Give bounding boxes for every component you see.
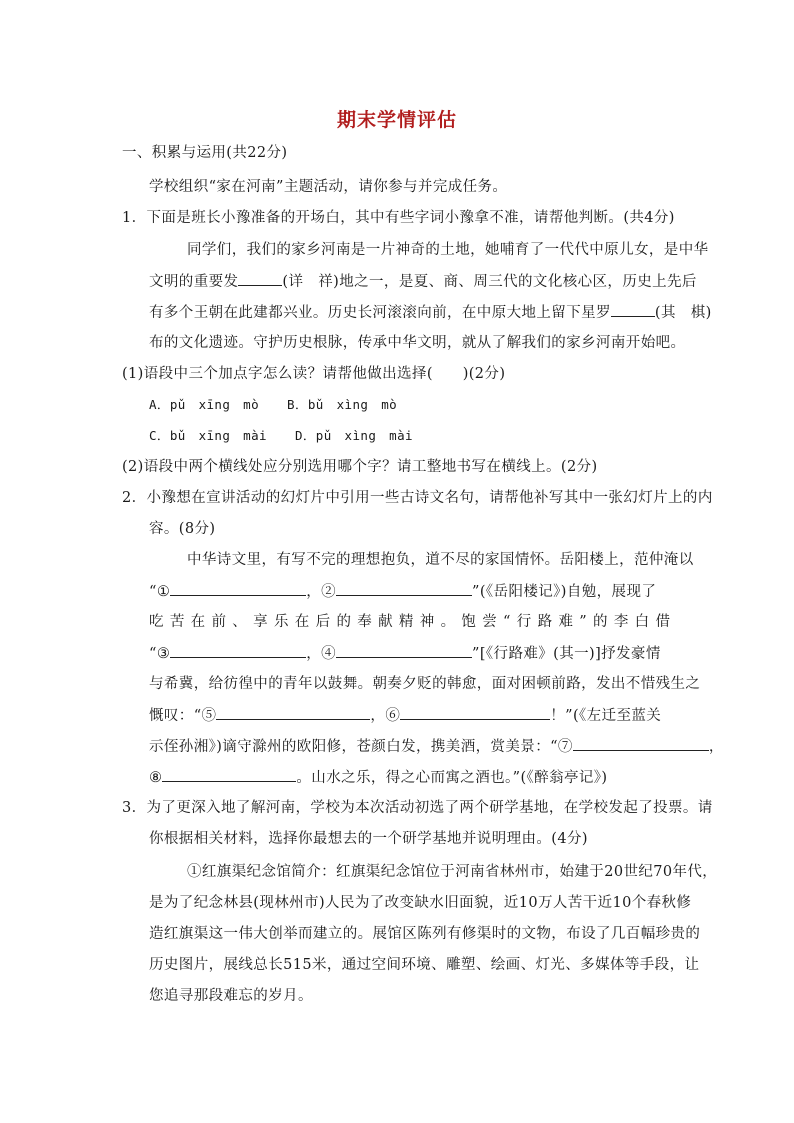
q2-text: ”[《行路难》(其一)]抒发豪情 [472,646,661,662]
blank-1[interactable] [170,581,306,596]
q2-text: 。山水之乐，得之心而寓之酒也。”(《醉翁亭记》) [296,770,608,786]
blank-8[interactable] [162,767,296,782]
q3-stem: 3．为了更深入地了解河南，学校为本次活动初选了两个研学基地，在学校发起了投票。请 [122,800,713,816]
blank-4[interactable] [336,643,472,658]
option-d[interactable]: D．pǔ xìng mài [294,428,413,443]
q2-text: ，④ [306,646,337,662]
section-intro: 学校组织“家在河南”主题活动，请你参与并完成任务。 [149,179,508,195]
q2-text: ， [708,739,724,755]
blank-7[interactable] [573,736,709,751]
q1-options-row [149,395,425,415]
q2-text: ”(《岳阳楼记》)自勉，展现了 [472,584,657,600]
q2-text: 慨叹：“⑤ [149,708,217,724]
q2-para-line [149,736,724,757]
q2-para-line: 中华诗文里，有写不完的理想抱负，道不尽的家国情怀。岳阳楼上，范仲淹以 [187,552,694,568]
q1-options-row [149,426,441,446]
q1-para-line [149,302,712,323]
q1-text: (详 祥)地之一，是夏、商、周三代的文化核心区，历史上先后 [282,274,697,290]
section-heading: 一、积累与运用(共22分) [122,145,288,161]
q1-blank-2[interactable] [611,302,655,317]
q1-para-line: 布的文化遗迹。守护历史根脉，传承中华文明，就从了解我们的家乡河南开始吧。 [149,335,686,351]
q2-para-line: 与希冀，给彷徨中的青年以鼓舞。朝奏夕贬的韩愈，面对困顿前路，发出不惜残生之 [149,676,701,692]
q3-para-line: 造红旗渠这一伟大创举而建立的。展馆区陈列有修渠时的文物，布设了几百幅珍贵的 [149,926,701,942]
q2-para-line [149,581,656,602]
q1-text: 有多个王朝在此建都兴业。历史长河滚滚向前，在中原大地上留下星罗 [149,305,611,321]
q2-stem: 2．小豫想在宣讲活动的幻灯片中引用一些古诗文名句，请帮他补写其中一张幻灯片上的内 [122,490,713,506]
q3-stem: 你根据相关材料，选择你最想去的一个研学基地并说明理由。(4分) [149,831,588,847]
option-b[interactable]: B．bǔ xìng mò [287,397,398,412]
blank-3[interactable] [170,643,306,658]
blank-5[interactable] [216,705,370,720]
q2-para-line [149,705,661,726]
q1-sub-1: (1)语段中三个加点字怎么读？请帮他做出选择( )(2分) [122,366,506,382]
q2-para-line [149,643,661,664]
q3-para-line: ①红旗渠纪念馆简介：红旗渠纪念馆位于河南省林州市，始建于20世纪70年代， [187,864,718,880]
q3-para-line: 您追寻那段难忘的岁月。 [149,988,313,1004]
q3-para-line: 历史图片，展线总长515米，通过空间环境、雕塑、绘画、灯光、多媒体等手段，让 [149,957,700,973]
q2-stem: 容。(8分) [149,521,216,537]
page-title: 期末学情评估 [336,109,457,131]
q1-text: 文明的重要发 [149,274,239,290]
q3-para-line: 是为了纪念林县(现林州市)人民为了改变缺水旧面貌，近10万人苦干近10个春秋修 [149,895,692,911]
q2-para-line [149,767,607,788]
q2-text: ，② [306,584,337,600]
q1-blank-1[interactable] [238,271,282,286]
blank-2[interactable] [336,581,472,596]
q1-text: (其 棋) [654,305,712,321]
blank-6[interactable] [400,705,550,720]
q1-sub-2: (2)语段中两个横线处应分别选用哪个字？请工整地书写在横线上。(2分) [122,459,598,475]
option-c[interactable]: C．bǔ xīng mài [149,428,267,443]
q2-text: ⑧ [149,770,163,786]
q1-stem: 1．下面是班长小豫准备的开场白，其中有些字词小豫拿不准，请帮他判断。(共4分) [122,210,675,226]
q2-text: “① [149,584,171,600]
q2-text: “③ [149,646,171,662]
option-a[interactable]: A．pǔ xīng mò [149,397,260,412]
q2-text: ，⑥ [370,708,401,724]
q2-text: 示侄孙湘》)谪守滁州的欧阳修，苍颜白发，携美酒，赏美景：“⑦ [149,739,573,755]
q1-para-line [149,271,697,292]
q2-text: ！”(《左迁至蓝关 [550,708,662,724]
q1-para-line: 同学们，我们的家乡河南是一片神奇的土地，她哺育了一代代中原儿女，是中华 [187,242,709,258]
q2-para-line: 吃苦在前、享乐在后的奉献精神。饱尝“行路难”的李白借 [149,614,673,630]
